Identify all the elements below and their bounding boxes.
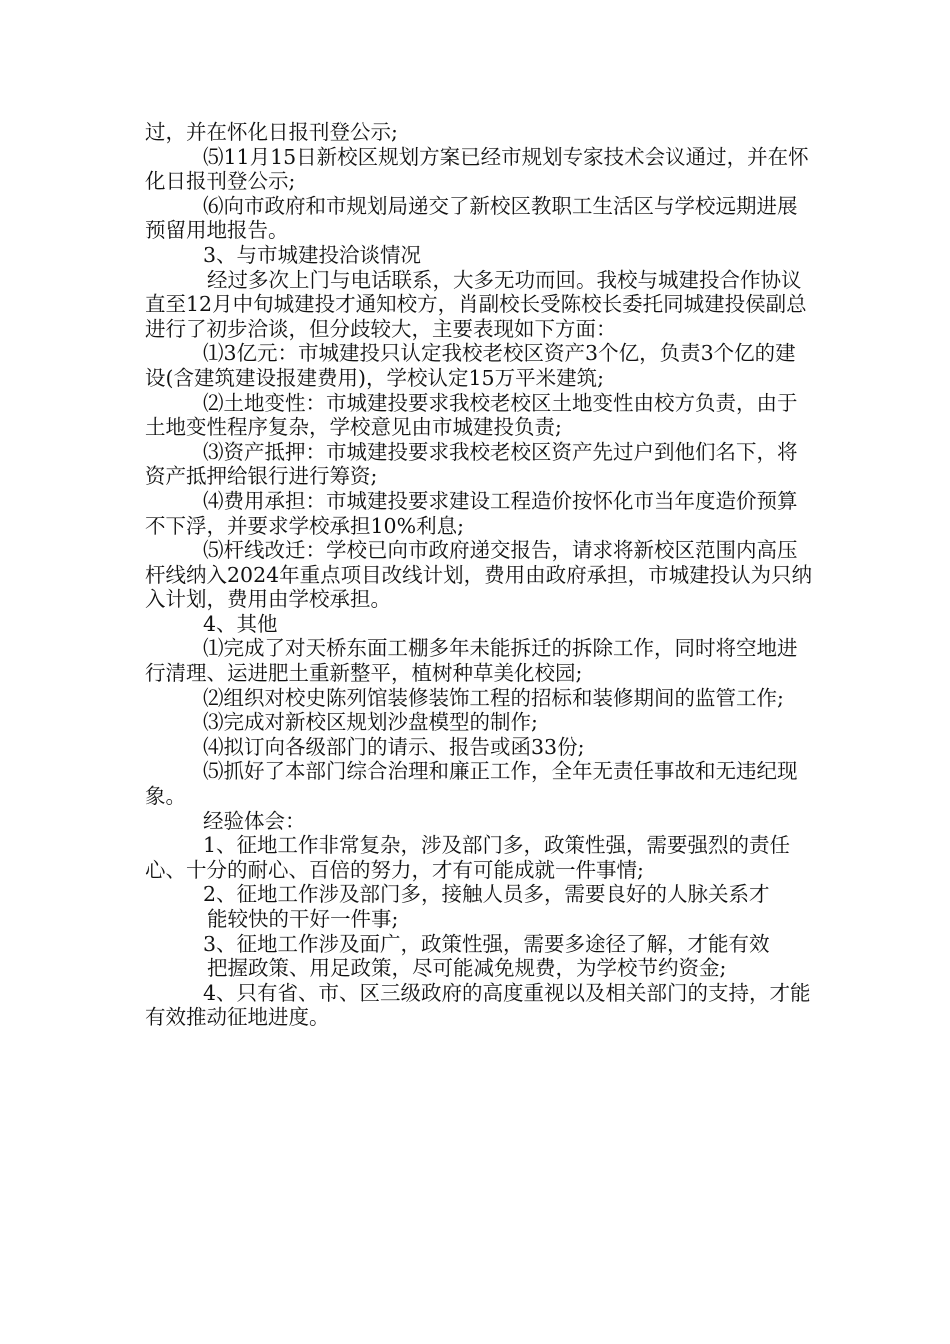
paragraph-continuation: 过，并在怀化日报刊登公示; [145,120,398,144]
paragraph-other-2: ⑵组织对校史陈列馆装修装饰工程的招标和装修期间的监管工作; [203,685,784,710]
paragraph-other-4: ⑷拟订向各级部门的请示、报告或函33份; [203,734,585,759]
paragraph-other-3: ⑶完成对新校区规划沙盘模型的制作; [203,710,538,735]
paragraph-other-5: ⑸抓好了本部门综合治理和廉正工作，全年无责任事故和无违纪现象。 [145,759,798,809]
paragraph-item-5-plan-approval: ⑸11月15日新校区规划方案已经市规划专家技术会议通过，并在怀化日报刊登公示; [145,144,809,194]
paragraph-item-3-asset-mortgage: ⑶资产抵押：市城建投要求我校老校区资产先过户到他们名下，将资产抵押给银行进行筹资; [145,439,798,489]
experience-heading: 经验体会： [203,808,306,833]
experience-3-continued: 把握政策、用足政策，尽可能减免规费，为学校节约资金; [207,956,727,981]
experience-4: 4、只有省、市、区三级政府的高度重视以及相关部门的支持，才能有效推动征地进度。 [145,980,811,1030]
paragraph-item-5-power-lines: ⑸杆线改迁：学校已向市政府递交报告，请求将新校区范围内高压杆线纳入2024年重点项目改线计划，费用由政府承担，市城建投认为只纳入计划，费用由学校承担。 [145,538,813,612]
paragraph-item-1-funding: ⑴3亿元：市城建投只认定我校老校区资产3个亿，负责3个亿的建设(含建筑建设报建费用)，学校认定15万平米建筑; [145,341,796,390]
experience-2: 2、征地工作涉及部门多，接触人员多，需要良好的人脉关系才 [203,882,770,907]
paragraph-item-6-land-report: ⑹向市政府和市规划局递交了新校区教职工生活区与学校远期进展预留用地报告。 [145,193,798,243]
document-body [145,120,815,1030]
experience-3: 3、征地工作涉及面广，政策性强，需要多途径了解，才能有效 [203,931,770,956]
section-heading-3: 3、与市城建投洽谈情况 [203,242,422,267]
paragraph-negotiation-intro: 经过多次上门与电话联系，大多无功而回。我校与城建投合作协议直至12月中旬城建投才通知校方，肖副校长受陈校长委托同城建投侯副总进行了初步洽谈，但分歧较大，主要表现如下方面： [145,267,807,341]
paragraph-item-4-cost: ⑷费用承担：市城建投要求建设工程造价按怀化市当年度造价预算不下浮，并要求学校承担10%利息; [145,488,798,538]
paragraph-other-1: ⑴完成了对天桥东面工棚多年未能拆迁的拆除工作，同时将空地进行清理、运进肥土重新整平，植树种草美化校园; [145,636,798,686]
paragraph-item-2-land-change: ⑵土地变性：市城建投要求我校老校区土地变性由校方负责，由于土地变性程序复杂，学校意见由市城建投负责; [145,390,798,440]
experience-1: 1、征地工作非常复杂，涉及部门多，政策性强，需要强烈的责任心、十分的耐心、百倍的努力，才有可能成就一件事情; [145,833,791,882]
section-heading-4: 4、其他 [203,611,278,636]
experience-2-continued: 能较快的干好一件事; [207,907,399,931]
